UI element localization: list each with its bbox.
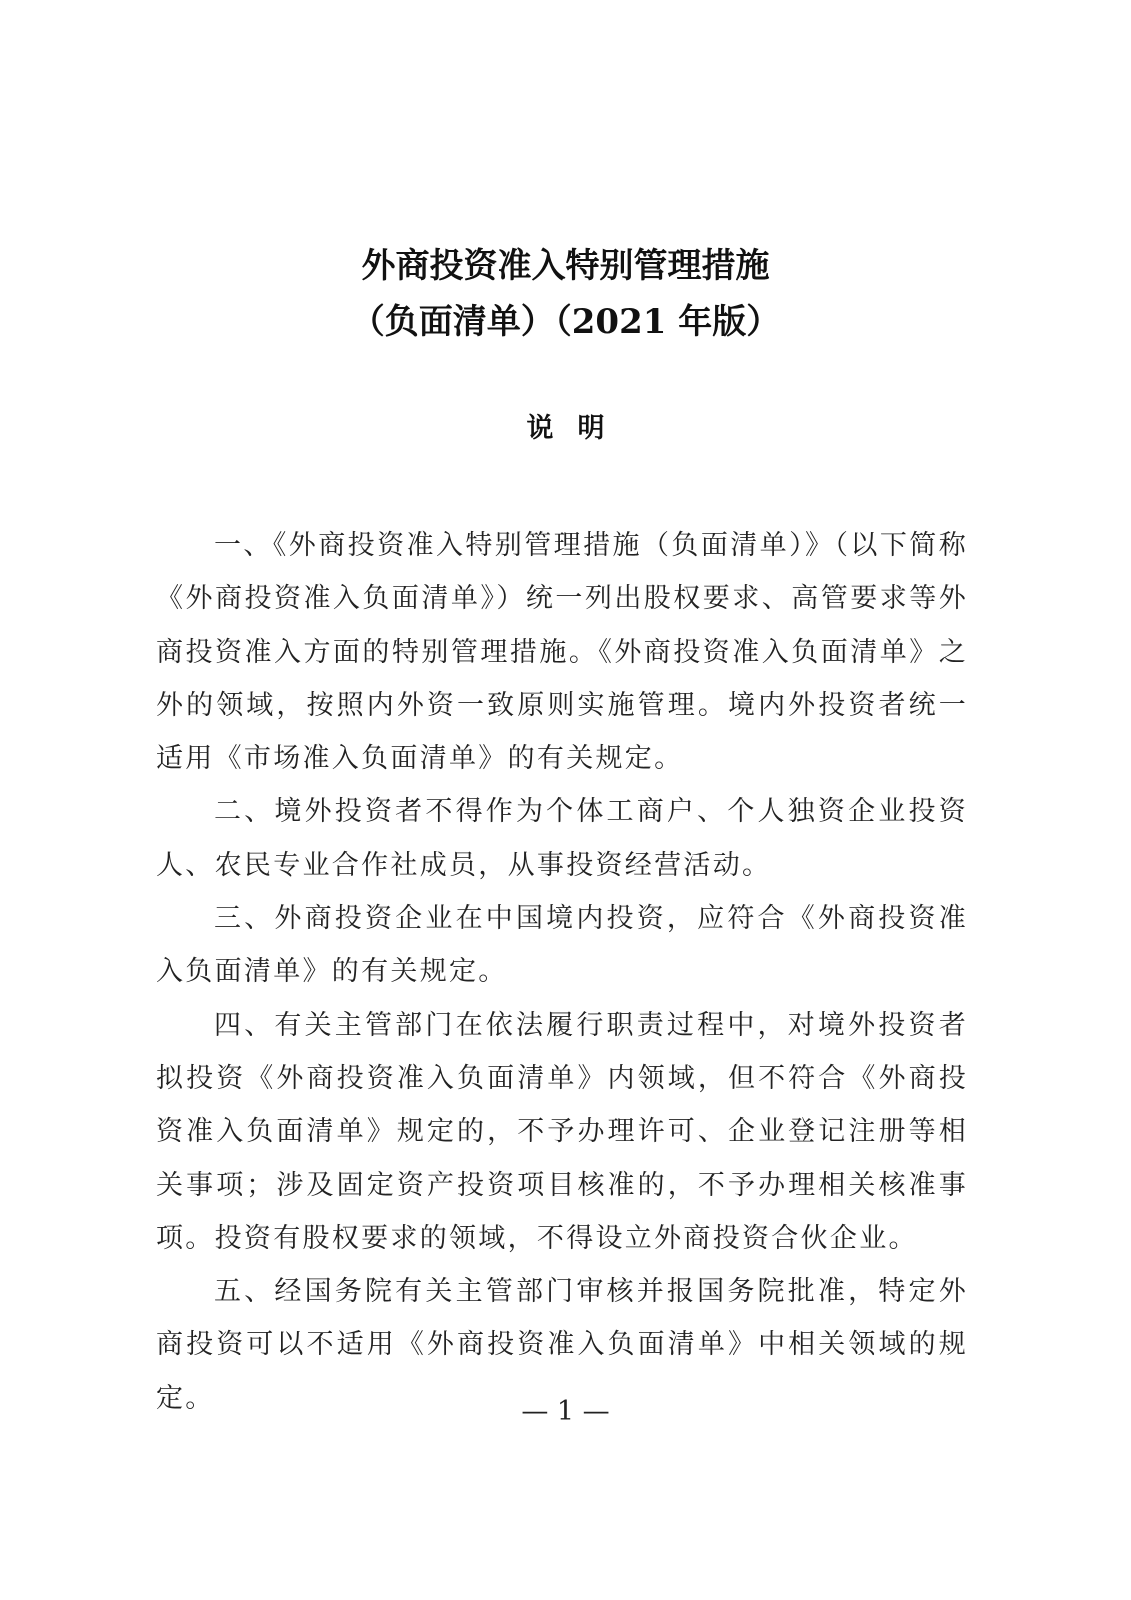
paragraph-2: 二、境外投资者不得作为个体工商户、个人独资企业投资人、农民专业合作社成员，从事投资经营活动。 [156,796,968,881]
paragraph-5: 五、经国务院有关主管部门审核并报国务院批准，特定外商投资可以不适用《外商投资准入负面清单》中相关领域的规定。 [156,1276,968,1414]
paragraph-1: 一、《外商投资准入特别管理措施（负面清单）》（以下简称《外商投资准入负面清单》）统一列出股权要求、高管要求等外商投资准入方面的特别管理措施。《外商投资准入负面清单》之外的领域，按照内外资一致原则实施管理。境内外投资者统一适用《市场准入负面清单》的有关规定。 [156,530,968,775]
paragraph-4: 四、有关主管部门在依法履行职责过程中，对境外投资者拟投资《外商投资准入负面清单》内领域，但不符合《外商投资准入负面清单》规定的，不予办理许可、企业登记注册等相关事项；涉及固定资产投资项目核准的，不予办理相关核准事项。投资有股权要求的领域，不得设立外商投资合伙企业。 [156,1009,968,1254]
document-title-line-2: （负面清单）（2021 年版） [350,302,781,342]
paragraph-3: 三、外商投资企业在中国境内投资，应符合《外商投资准入负面清单》的有关规定。 [156,903,968,988]
section-heading: 说明 [526,413,629,444]
page-number: — 1 — [521,1396,610,1427]
document-title-line-1: 外商投资准入特别管理措施 [361,246,770,286]
document-body [156,519,968,1425]
